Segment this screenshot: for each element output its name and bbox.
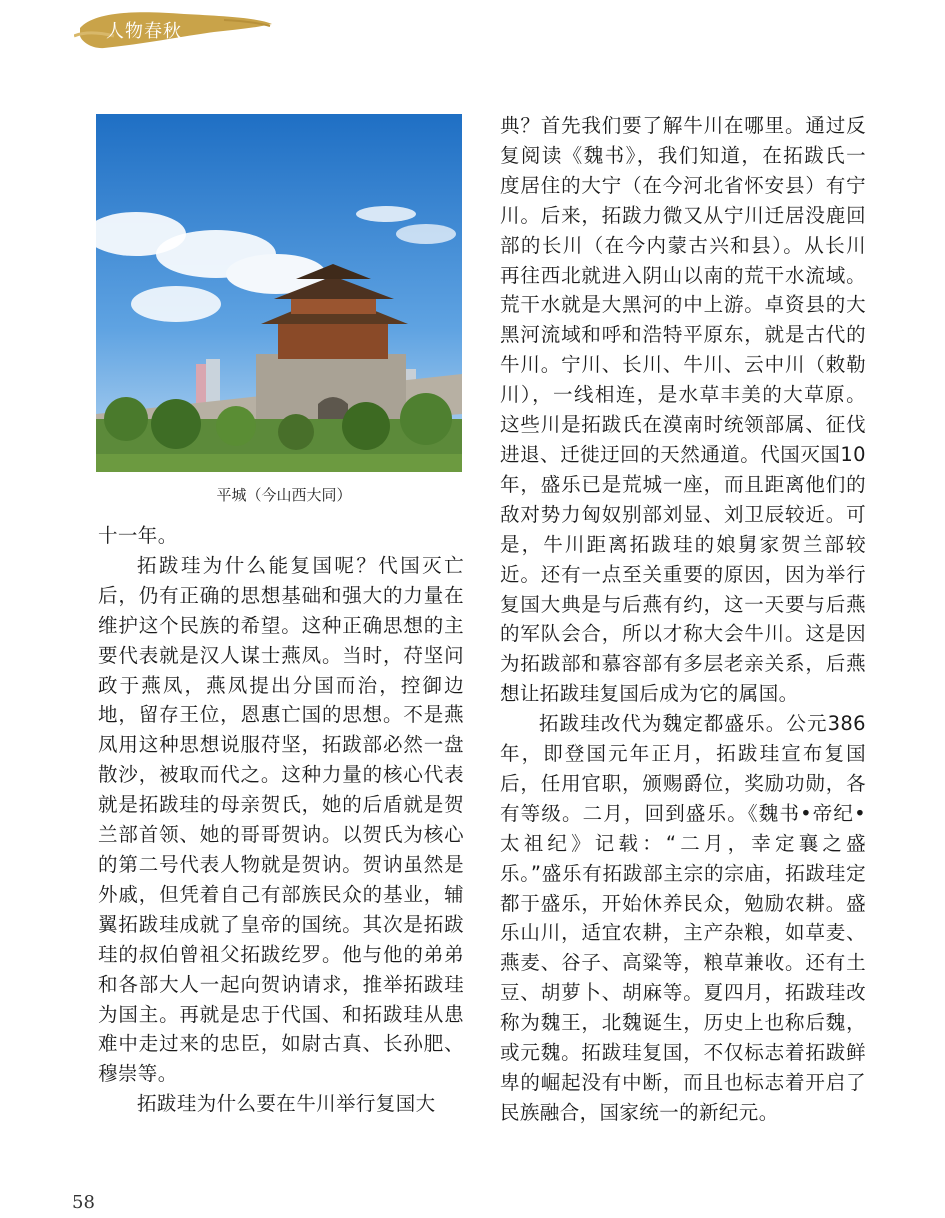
paragraph: 典？首先我们要了解牛川在哪里。通过反复阅读《魏书》，我们知道，在拓跋氏一度居住的大宁（在今河北省怀安县）有宁川。后来，拓跋力微又从宁川迁居没鹿回部的长川（在今内蒙古兴和县）。从长川再往西北就进入阴山以南的荒干水流域。荒干水就是大黑河的中上游。卓资县的大黑河流域和呼和浩特平原东，就是古代的牛川。宁川、长川、牛川、云中川（敕勒川），一线相连，是水草丰美的大草原。这些川是拓跋氏在漠南时统领部属、征伐进退、迁徙迂回的天然通道。代国灭国10年，盛乐已是荒城一座，而且距离他们的敌对势力匈奴别部刘显、刘卫辰较近。可是，牛川距离拓跋珪的娘舅家贺兰部较近。还有一点至关重要的原因，因为举行复国大典是与后燕有约，这一天要与后燕的军队会合，所以才称大会牛川。这是因为拓跋部和慕容部有多层老亲关系，后燕想让拓跋珪复国后成为它的属国。 [500,114,866,706]
section-label: 人物春秋 [106,21,182,42]
paragraph: 拓跋珪为什么能复国呢？代国灭亡后，仍有正确的思想基础和强大的力量在维护这个民族的希望。这种正确思想的主要代表就是汉人谋士燕凤。当时，苻坚问政于燕凤，燕凤提出分国而治，控御边地，留存王位，恩惠亡国的思想。不是燕凤用这种思想说服苻坚，拓跋部必然一盘散沙，被取而代之。这种力量的核心代表就是拓跋珪的母亲贺氏，她的后盾就是贺兰部首领、她的哥哥贺讷。以贺氏为核心的第二号代表人物就是贺讷。贺讷虽然是外戚，但凭着自己有部族民众的基业，辅翼拓跋珪成就了皇帝的国统。其次是拓跋珪的叔伯曾祖父拓跋纥罗。他与他的弟弟和各部大人一起向贺讷请求，推举拓跋珪为国主。再就是忠于代国、和拓跋珪从患难中走过来的忠臣，如尉古真、长孙肥、穆崇等。 [98,553,464,1086]
right-column [500,111,866,1128]
section-tab [74,6,274,52]
paragraph: 拓跋珪改代为魏定都盛乐。公元386年，即登国元年正月，拓跋珪宣布复国后，任用官职，颁赐爵位，奖励功勋，各有等级。二月，回到盛乐。《魏书•帝纪•太祖纪》记载：“二月，幸定襄之盛乐。”盛乐有拓跋部主宗的宗庙，拓跋珪定都于盛乐，开始休养民众，勉励农耕。盛乐山川，适宜农耕，主产杂粮，如草麦、燕麦、谷子、高粱等，粮草兼收。还有土豆、胡萝卜、胡麻等。夏四月，拓跋珪改称为魏王，北魏诞生，历史上也称后魏，或元魏。拓跋珪复国，不仅标志着拓跋鲜卑的崛起没有中断，而且也标志着开启了民族融合，国家统一的新纪元。 [500,712,866,1124]
paragraph: 拓跋珪为什么要在牛川举行复国大 [137,1092,436,1116]
pingcheng-photo [96,114,462,472]
page-number: 58 [72,1192,95,1213]
paragraph: 十一年。 [98,524,178,547]
left-column [98,521,464,1119]
photo-caption: 平城（今山西大同） [216,486,352,504]
